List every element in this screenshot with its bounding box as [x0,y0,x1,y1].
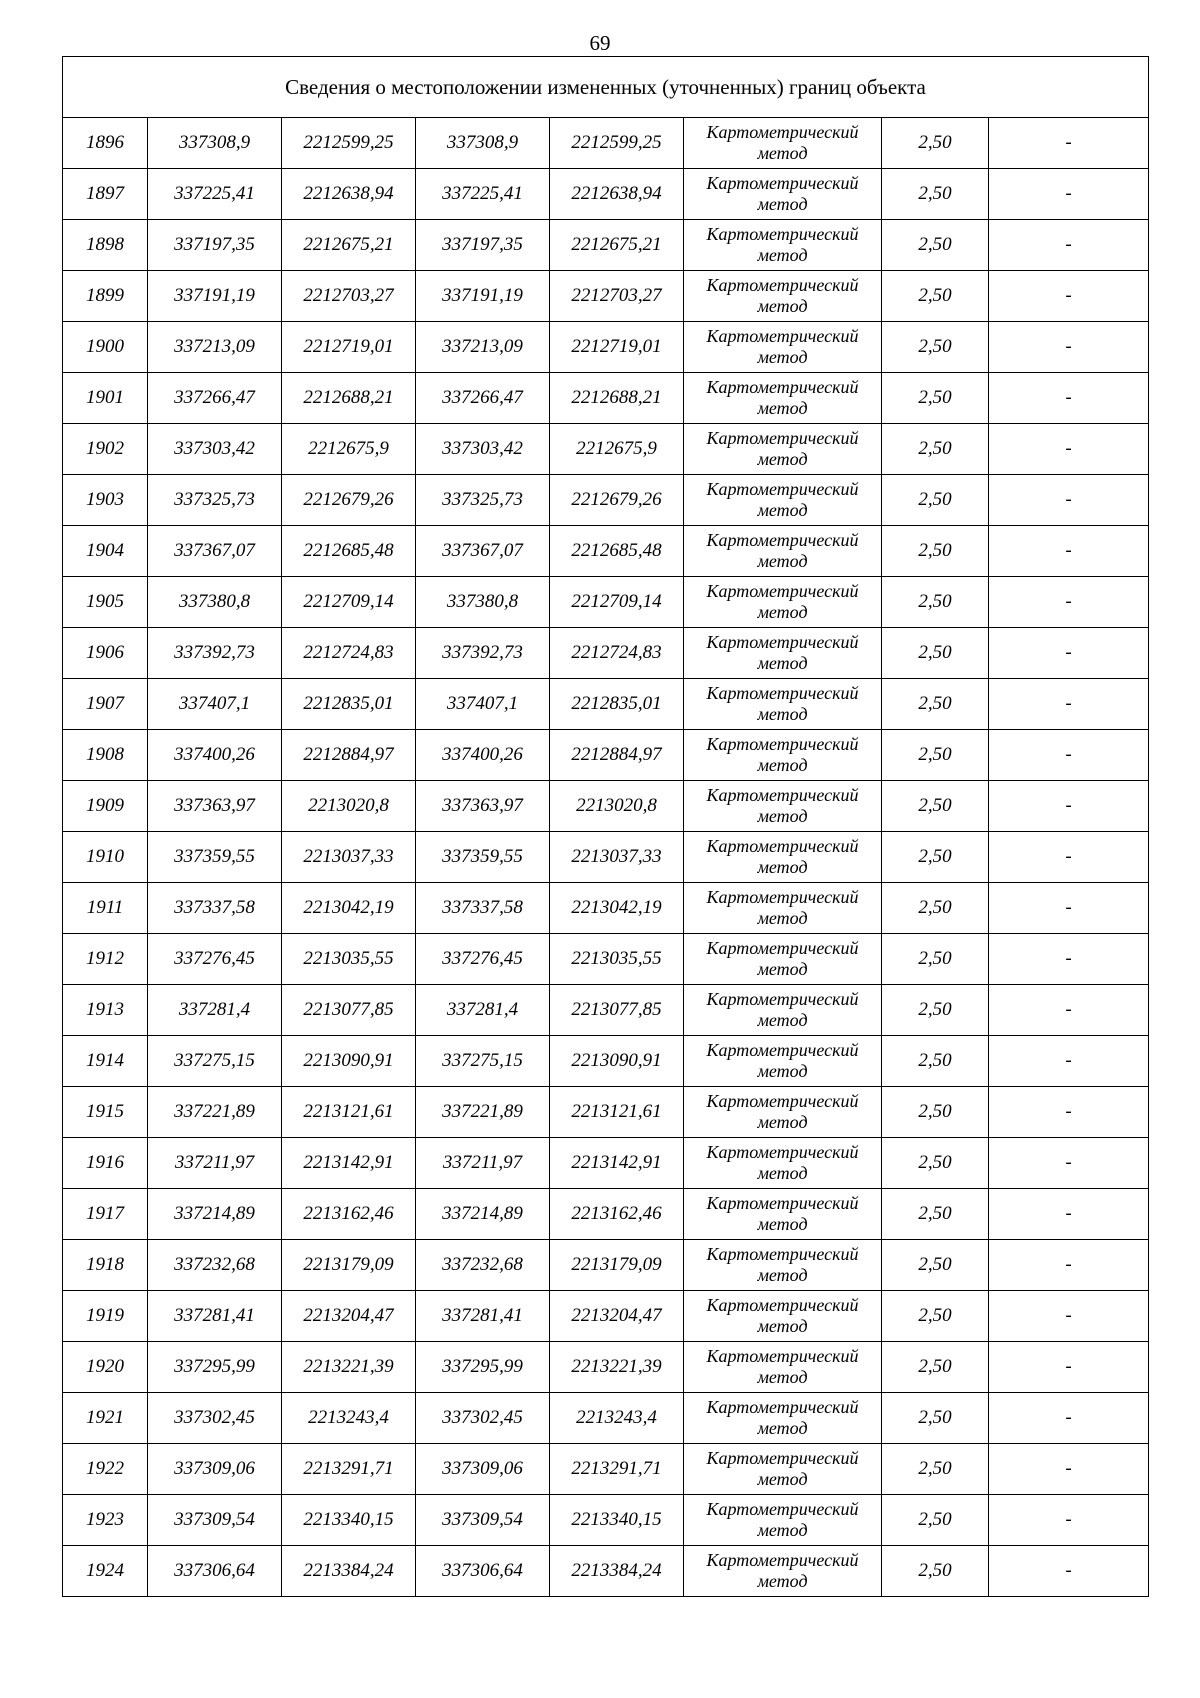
point-number-cell: 1903 [63,475,148,526]
note-cell: - [989,322,1149,373]
refined-x-cell: 337337,58 [416,883,550,934]
refined-x-cell: 337221,89 [416,1087,550,1138]
existing-y-cell: 2212638,94 [282,169,416,220]
refined-y-cell: 2212638,94 [550,169,684,220]
point-number-cell: 1917 [63,1189,148,1240]
accuracy-cell: 2,50 [882,628,989,679]
boundary-coordinates-table [62,56,1149,1597]
table-row [63,628,1149,679]
existing-x-cell: 337308,9 [148,118,282,169]
existing-x-cell: 337221,89 [148,1087,282,1138]
point-number-cell: 1898 [63,220,148,271]
note-cell: - [989,220,1149,271]
existing-x-cell: 337213,09 [148,322,282,373]
accuracy-cell: 2,50 [882,1087,989,1138]
accuracy-cell: 2,50 [882,373,989,424]
note-cell: - [989,577,1149,628]
accuracy-cell: 2,50 [882,1393,989,1444]
existing-y-cell: 2213077,85 [282,985,416,1036]
table-row [63,1444,1149,1495]
refined-x-cell: 337303,42 [416,424,550,475]
existing-y-cell: 2212719,01 [282,322,416,373]
refined-y-cell: 2212675,9 [550,424,684,475]
table-row [63,475,1149,526]
existing-x-cell: 337380,8 [148,577,282,628]
note-cell: - [989,373,1149,424]
section-title: Сведения о местоположении измененных (уточненных) границ объекта [63,57,1149,118]
refined-y-cell: 2212719,01 [550,322,684,373]
table-row [63,730,1149,781]
method-cell: Картометрический метод [684,1393,882,1444]
note-cell: - [989,169,1149,220]
refined-x-cell: 337276,45 [416,934,550,985]
refined-y-cell: 2213142,91 [550,1138,684,1189]
note-cell: - [989,1036,1149,1087]
note-cell: - [989,1342,1149,1393]
point-number-cell: 1908 [63,730,148,781]
existing-y-cell: 2212835,01 [282,679,416,730]
note-cell: - [989,781,1149,832]
refined-x-cell: 337367,07 [416,526,550,577]
method-cell: Картометрический метод [684,577,882,628]
note-cell: - [989,1444,1149,1495]
method-cell: Картометрический метод [684,169,882,220]
point-number-cell: 1919 [63,1291,148,1342]
refined-y-cell: 2212709,14 [550,577,684,628]
table-row [63,373,1149,424]
point-number-cell: 1915 [63,1087,148,1138]
refined-x-cell: 337275,15 [416,1036,550,1087]
refined-y-cell: 2212688,21 [550,373,684,424]
existing-x-cell: 337309,54 [148,1495,282,1546]
refined-y-cell: 2212884,97 [550,730,684,781]
note-cell: - [989,1087,1149,1138]
existing-x-cell: 337306,64 [148,1546,282,1597]
point-number-cell: 1910 [63,832,148,883]
refined-y-cell: 2212835,01 [550,679,684,730]
note-cell: - [989,1291,1149,1342]
note-cell: - [989,1393,1149,1444]
accuracy-cell: 2,50 [882,934,989,985]
existing-y-cell: 2213020,8 [282,781,416,832]
table-row [63,1342,1149,1393]
point-number-cell: 1923 [63,1495,148,1546]
existing-x-cell: 337275,15 [148,1036,282,1087]
refined-x-cell: 337214,89 [416,1189,550,1240]
method-cell: Картометрический метод [684,220,882,271]
point-number-cell: 1921 [63,1393,148,1444]
point-number-cell: 1914 [63,1036,148,1087]
method-cell: Картометрический метод [684,628,882,679]
accuracy-cell: 2,50 [882,169,989,220]
refined-x-cell: 337213,09 [416,322,550,373]
accuracy-cell: 2,50 [882,1342,989,1393]
point-number-cell: 1899 [63,271,148,322]
refined-y-cell: 2213340,15 [550,1495,684,1546]
refined-x-cell: 337363,97 [416,781,550,832]
refined-y-cell: 2212724,83 [550,628,684,679]
refined-x-cell: 337359,55 [416,832,550,883]
note-cell: - [989,1138,1149,1189]
existing-y-cell: 2213090,91 [282,1036,416,1087]
refined-x-cell: 337325,73 [416,475,550,526]
method-cell: Картометрический метод [684,1444,882,1495]
refined-x-cell: 337295,99 [416,1342,550,1393]
existing-y-cell: 2212724,83 [282,628,416,679]
note-cell: - [989,424,1149,475]
existing-x-cell: 337232,68 [148,1240,282,1291]
refined-x-cell: 337281,41 [416,1291,550,1342]
method-cell: Картометрический метод [684,1138,882,1189]
existing-x-cell: 337295,99 [148,1342,282,1393]
existing-x-cell: 337225,41 [148,169,282,220]
refined-y-cell: 2213162,46 [550,1189,684,1240]
existing-y-cell: 2212679,26 [282,475,416,526]
existing-x-cell: 337214,89 [148,1189,282,1240]
accuracy-cell: 2,50 [882,322,989,373]
accuracy-cell: 2,50 [882,1138,989,1189]
accuracy-cell: 2,50 [882,271,989,322]
existing-x-cell: 337197,35 [148,220,282,271]
existing-y-cell: 2212709,14 [282,577,416,628]
existing-y-cell: 2213291,71 [282,1444,416,1495]
existing-y-cell: 2212703,27 [282,271,416,322]
point-number-cell: 1896 [63,118,148,169]
table-row [63,1240,1149,1291]
existing-x-cell: 337302,45 [148,1393,282,1444]
refined-y-cell: 2213384,24 [550,1546,684,1597]
accuracy-cell: 2,50 [882,424,989,475]
refined-y-cell: 2213077,85 [550,985,684,1036]
existing-y-cell: 2213340,15 [282,1495,416,1546]
refined-y-cell: 2213221,39 [550,1342,684,1393]
refined-x-cell: 337232,68 [416,1240,550,1291]
refined-y-cell: 2212679,26 [550,475,684,526]
accuracy-cell: 2,50 [882,1036,989,1087]
accuracy-cell: 2,50 [882,1546,989,1597]
point-number-cell: 1918 [63,1240,148,1291]
refined-x-cell: 337281,4 [416,985,550,1036]
refined-y-cell: 2213243,4 [550,1393,684,1444]
existing-y-cell: 2213162,46 [282,1189,416,1240]
point-number-cell: 1911 [63,883,148,934]
note-cell: - [989,475,1149,526]
note-cell: - [989,679,1149,730]
table-row [63,169,1149,220]
refined-y-cell: 2213291,71 [550,1444,684,1495]
existing-x-cell: 337281,4 [148,985,282,1036]
refined-x-cell: 337197,35 [416,220,550,271]
existing-x-cell: 337266,47 [148,373,282,424]
refined-x-cell: 337211,97 [416,1138,550,1189]
method-cell: Картометрический метод [684,1291,882,1342]
point-number-cell: 1904 [63,526,148,577]
refined-y-cell: 2212703,27 [550,271,684,322]
method-cell: Картометрический метод [684,526,882,577]
refined-y-cell: 2213121,61 [550,1087,684,1138]
accuracy-cell: 2,50 [882,118,989,169]
point-number-cell: 1924 [63,1546,148,1597]
method-cell: Картометрический метод [684,934,882,985]
refined-x-cell: 337392,73 [416,628,550,679]
accuracy-cell: 2,50 [882,577,989,628]
refined-x-cell: 337380,8 [416,577,550,628]
point-number-cell: 1907 [63,679,148,730]
table-row [63,781,1149,832]
refined-x-cell: 337302,45 [416,1393,550,1444]
existing-y-cell: 2213243,4 [282,1393,416,1444]
table-row [63,577,1149,628]
existing-x-cell: 337392,73 [148,628,282,679]
refined-x-cell: 337309,06 [416,1444,550,1495]
method-cell: Картометрический метод [684,1546,882,1597]
existing-y-cell: 2213142,91 [282,1138,416,1189]
existing-y-cell: 2212688,21 [282,373,416,424]
refined-x-cell: 337266,47 [416,373,550,424]
existing-y-cell: 2212675,9 [282,424,416,475]
point-number-cell: 1897 [63,169,148,220]
existing-y-cell: 2212884,97 [282,730,416,781]
method-cell: Картометрический метод [684,322,882,373]
refined-y-cell: 2213204,47 [550,1291,684,1342]
note-cell: - [989,1546,1149,1597]
table-row [63,1138,1149,1189]
method-cell: Картометрический метод [684,883,882,934]
table-row [63,679,1149,730]
method-cell: Картометрический метод [684,730,882,781]
note-cell: - [989,628,1149,679]
accuracy-cell: 2,50 [882,1240,989,1291]
refined-x-cell: 337400,26 [416,730,550,781]
refined-x-cell: 337407,1 [416,679,550,730]
refined-y-cell: 2213179,09 [550,1240,684,1291]
existing-x-cell: 337309,06 [148,1444,282,1495]
note-cell: - [989,271,1149,322]
existing-x-cell: 337303,42 [148,424,282,475]
table-row [63,424,1149,475]
accuracy-cell: 2,50 [882,1444,989,1495]
existing-y-cell: 2213384,24 [282,1546,416,1597]
accuracy-cell: 2,50 [882,730,989,781]
point-number-cell: 1901 [63,373,148,424]
method-cell: Картометрический метод [684,1342,882,1393]
refined-x-cell: 337309,54 [416,1495,550,1546]
refined-y-cell: 2213035,55 [550,934,684,985]
existing-y-cell: 2213121,61 [282,1087,416,1138]
note-cell: - [989,1189,1149,1240]
method-cell: Картометрический метод [684,118,882,169]
refined-y-cell: 2212599,25 [550,118,684,169]
note-cell: - [989,832,1149,883]
existing-y-cell: 2213221,39 [282,1342,416,1393]
existing-x-cell: 337363,97 [148,781,282,832]
method-cell: Картометрический метод [684,832,882,883]
point-number-cell: 1905 [63,577,148,628]
table-row [63,1189,1149,1240]
accuracy-cell: 2,50 [882,679,989,730]
refined-x-cell: 337308,9 [416,118,550,169]
existing-x-cell: 337281,41 [148,1291,282,1342]
method-cell: Картометрический метод [684,424,882,475]
accuracy-cell: 2,50 [882,1189,989,1240]
existing-x-cell: 337325,73 [148,475,282,526]
note-cell: - [989,985,1149,1036]
method-cell: Картометрический метод [684,1189,882,1240]
existing-y-cell: 2213179,09 [282,1240,416,1291]
method-cell: Картометрический метод [684,679,882,730]
page-number: 69 [589,31,611,55]
refined-y-cell: 2213037,33 [550,832,684,883]
table-row [63,985,1149,1036]
table-row [63,1546,1149,1597]
method-cell: Картометрический метод [684,1495,882,1546]
point-number-cell: 1906 [63,628,148,679]
accuracy-cell: 2,50 [882,832,989,883]
point-number-cell: 1913 [63,985,148,1036]
existing-x-cell: 337400,26 [148,730,282,781]
accuracy-cell: 2,50 [882,1495,989,1546]
method-cell: Картометрический метод [684,1087,882,1138]
refined-y-cell: 2213042,19 [550,883,684,934]
note-cell: - [989,1495,1149,1546]
refined-x-cell: 337225,41 [416,169,550,220]
accuracy-cell: 2,50 [882,985,989,1036]
note-cell: - [989,883,1149,934]
table-row [63,1495,1149,1546]
point-number-cell: 1900 [63,322,148,373]
existing-y-cell: 2212685,48 [282,526,416,577]
table-row [63,322,1149,373]
point-number-cell: 1912 [63,934,148,985]
accuracy-cell: 2,50 [882,781,989,832]
table-row [63,1393,1149,1444]
table-row [63,118,1149,169]
table-row [63,1291,1149,1342]
refined-y-cell: 2213090,91 [550,1036,684,1087]
method-cell: Картометрический метод [684,1036,882,1087]
existing-x-cell: 337359,55 [148,832,282,883]
table-row [63,220,1149,271]
note-cell: - [989,526,1149,577]
existing-x-cell: 337367,07 [148,526,282,577]
table-section-header [63,57,1149,118]
existing-y-cell: 2213204,47 [282,1291,416,1342]
refined-y-cell: 2212675,21 [550,220,684,271]
existing-x-cell: 337337,58 [148,883,282,934]
note-cell: - [989,118,1149,169]
table-row [63,832,1149,883]
refined-y-cell: 2212685,48 [550,526,684,577]
existing-x-cell: 337211,97 [148,1138,282,1189]
existing-y-cell: 2212599,25 [282,118,416,169]
existing-y-cell: 2213042,19 [282,883,416,934]
table-row [63,934,1149,985]
method-cell: Картометрический метод [684,781,882,832]
point-number-cell: 1902 [63,424,148,475]
note-cell: - [989,730,1149,781]
table-row [63,526,1149,577]
table-row [63,1036,1149,1087]
point-number-cell: 1920 [63,1342,148,1393]
method-cell: Картометрический метод [684,271,882,322]
accuracy-cell: 2,50 [882,220,989,271]
table-row [63,883,1149,934]
existing-x-cell: 337407,1 [148,679,282,730]
method-cell: Картометрический метод [684,373,882,424]
accuracy-cell: 2,50 [882,1291,989,1342]
refined-x-cell: 337191,19 [416,271,550,322]
accuracy-cell: 2,50 [882,475,989,526]
existing-y-cell: 2212675,21 [282,220,416,271]
note-cell: - [989,934,1149,985]
refined-x-cell: 337306,64 [416,1546,550,1597]
method-cell: Картометрический метод [684,475,882,526]
point-number-cell: 1916 [63,1138,148,1189]
accuracy-cell: 2,50 [882,883,989,934]
existing-y-cell: 2213037,33 [282,832,416,883]
existing-x-cell: 337191,19 [148,271,282,322]
refined-y-cell: 2213020,8 [550,781,684,832]
existing-x-cell: 337276,45 [148,934,282,985]
note-cell: - [989,1240,1149,1291]
accuracy-cell: 2,50 [882,526,989,577]
table-row [63,271,1149,322]
point-number-cell: 1922 [63,1444,148,1495]
table-row [63,1087,1149,1138]
method-cell: Картометрический метод [684,985,882,1036]
method-cell: Картометрический метод [684,1240,882,1291]
existing-y-cell: 2213035,55 [282,934,416,985]
point-number-cell: 1909 [63,781,148,832]
